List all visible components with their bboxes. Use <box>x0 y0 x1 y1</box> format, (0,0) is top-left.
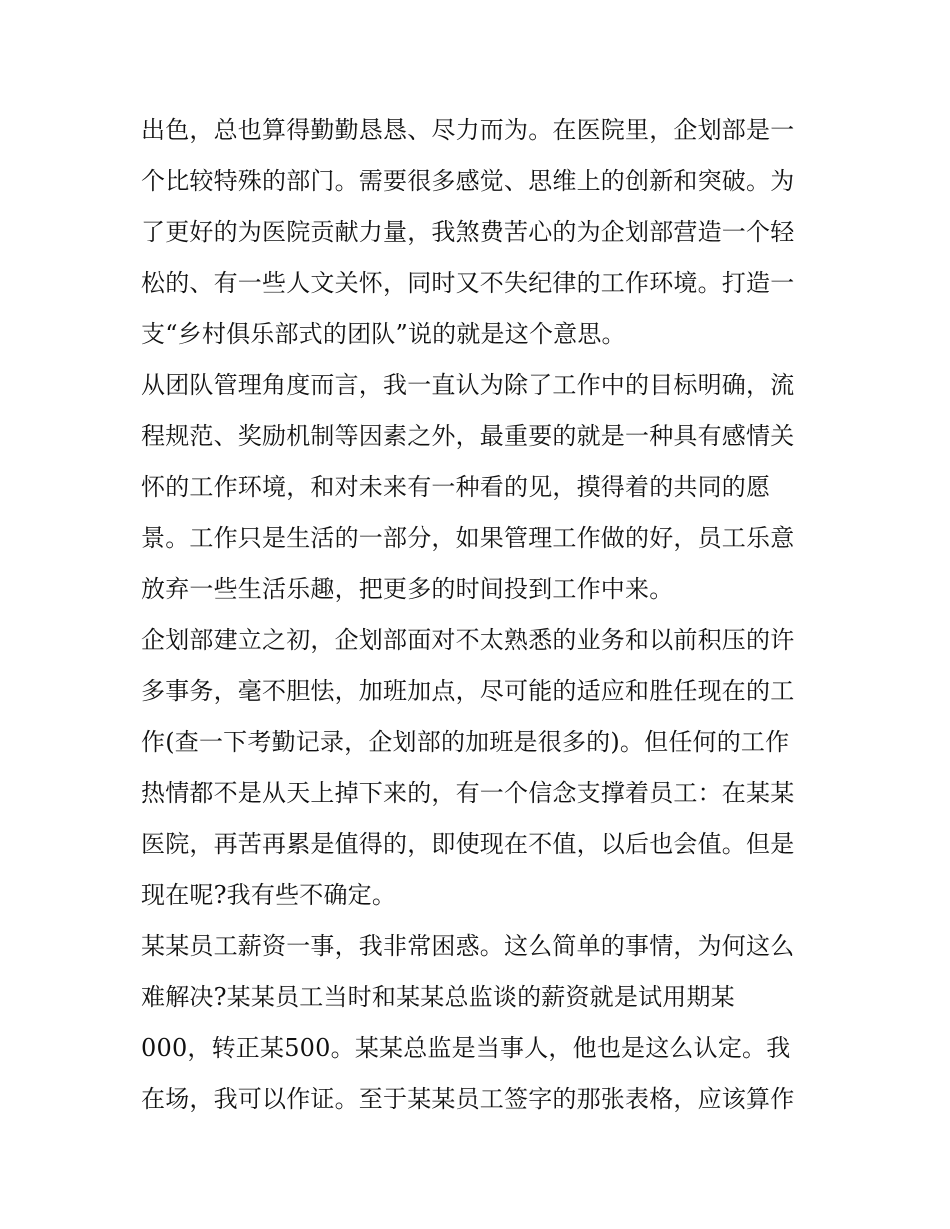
text-line: 现在呢?我有些不确定。 <box>141 881 397 909</box>
text-line: 了更好的为医院贡献力量，我煞费苦心的为企划部营造一个轻 <box>141 218 795 246</box>
text-line: 松的、有一些人文关怀，同时又不失纪律的工作环境。打造一 <box>141 269 795 297</box>
text-line: 支“乡村俱乐部式的团队”说的就是这个意思。 <box>141 320 626 348</box>
text-line: 作(查一下考勤记录，企划部的加班是很多的)。但任何的工作 <box>141 728 790 756</box>
text-line: 怀的工作环境，和对未来有一种看的见，摸得着的共同的愿 <box>141 473 771 501</box>
text-line: 景。工作只是生活的一部分，如果管理工作做的好，员工乐意 <box>141 524 795 552</box>
document-body <box>141 105 831 1125</box>
text-line: 个比较特殊的部门。需要很多感觉、思维上的创新和突破。为 <box>141 167 795 195</box>
text-line: 从团队管理角度而言，我一直认为除了工作中的目标明确，流 <box>141 371 795 399</box>
text-line: 难解决?某某员工当时和某某总监谈的薪资就是试用期某 <box>141 983 735 1011</box>
text-line: 000，转正某500。某某总监是当事人，他也是这么认定。我 <box>141 1034 791 1062</box>
text-line: 某某员工薪资一事，我非常困惑。这么简单的事情，为何这么 <box>141 932 795 960</box>
text-line: 放弃一些生活乐趣，把更多的时间投到工作中来。 <box>141 575 674 603</box>
text-line: 程规范、奖励机制等因素之外，最重要的就是一种具有感情关 <box>141 422 795 450</box>
text-line: 在场，我可以作证。至于某某员工签字的那张表格，应该算作 <box>141 1085 795 1113</box>
text-line: 企划部建立之初，企划部面对不太熟悉的业务和以前积压的许 <box>141 626 795 654</box>
text-line: 多事务，毫不胆怯，加班加点，尽可能的适应和胜任现在的工 <box>141 677 795 705</box>
text-line: 医院，再苦再累是值得的，即使现在不值，以后也会值。但是 <box>141 830 795 858</box>
text-line: 出色，总也算得勤勤恳恳、尽力而为。在医院里，企划部是一 <box>141 116 795 144</box>
text-line: 热情都不是从天上掉下来的，有一个信念支撑着员工：在某某 <box>141 779 795 807</box>
